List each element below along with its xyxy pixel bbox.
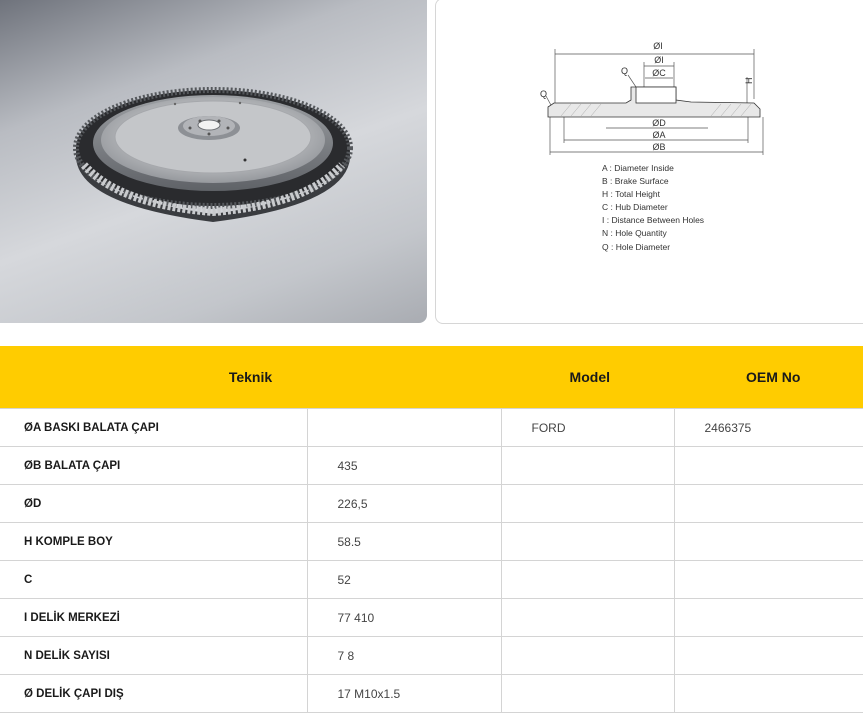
row-label: ØB BALATA ÇAPI	[0, 447, 307, 485]
row-label: ØA BASKI BALATA ÇAPI	[0, 409, 307, 447]
legend-item-n: N : Hole Quantity	[602, 228, 667, 239]
row-value: 17 M10x1.5	[307, 675, 501, 713]
row-value: 52	[307, 561, 501, 599]
row-model	[501, 523, 674, 561]
row-label: I DELİK MERKEZİ	[0, 599, 307, 637]
table-row	[0, 561, 863, 599]
legend-item-h: H : Total Height	[602, 189, 660, 200]
table-row	[0, 675, 863, 713]
row-label: C	[0, 561, 307, 599]
row-oem	[674, 675, 863, 713]
row-model	[501, 485, 674, 523]
dim-phi-a: ØA	[652, 130, 666, 140]
row-value: 226,5	[307, 485, 501, 523]
row-oem	[674, 523, 863, 561]
legend-item-q: Q : Hole Diameter	[602, 241, 671, 252]
row-oem	[674, 561, 863, 599]
dim-phi-i-outer: ØI	[653, 41, 663, 51]
legend-item-c: C : Hub Diameter	[602, 202, 668, 213]
row-oem	[674, 637, 863, 675]
dim-phi-i-inner: ØI	[654, 55, 664, 65]
row-model	[501, 599, 674, 637]
row-model	[501, 637, 674, 675]
row-oem	[674, 447, 863, 485]
table-row	[0, 599, 863, 637]
dim-phi-c: ØC	[652, 68, 666, 78]
row-value	[307, 409, 501, 447]
row-value: 58.5	[307, 523, 501, 561]
legend-item-b: B : Brake Surface	[602, 176, 669, 187]
header-teknik: Teknik	[0, 346, 501, 409]
row-model: FORD	[501, 409, 674, 447]
table-row	[0, 637, 863, 675]
dim-h: H	[744, 77, 754, 84]
dim-phi-d: ØD	[652, 118, 666, 128]
row-label: Ø DELİK ÇAPI DIŞ	[0, 675, 307, 713]
row-label: N DELİK SAYISI	[0, 637, 307, 675]
table-row	[0, 523, 863, 561]
product-photo	[0, 0, 427, 323]
table-row	[0, 409, 863, 447]
technical-diagram	[435, 0, 863, 324]
table-row	[0, 447, 863, 485]
table-header-row	[0, 346, 863, 409]
row-oem	[674, 599, 863, 637]
row-model	[501, 561, 674, 599]
dim-q-left: Q	[540, 89, 548, 99]
row-oem: 2466375	[674, 409, 863, 447]
flywheel-image	[0, 0, 427, 323]
dim-q-top: Q	[621, 66, 629, 76]
row-value: 77 410	[307, 599, 501, 637]
row-oem	[674, 485, 863, 523]
header-oem: OEM No	[674, 346, 863, 409]
spec-table	[0, 346, 863, 713]
row-model	[501, 447, 674, 485]
row-model	[501, 675, 674, 713]
table-row	[0, 485, 863, 523]
row-value: 435	[307, 447, 501, 485]
legend-item-a: A : Diameter Inside	[602, 163, 674, 173]
legend-item-i: I : Distance Between Holes	[602, 215, 705, 226]
row-label: ØD	[0, 485, 307, 523]
row-label: H KOMPLE BOY	[0, 523, 307, 561]
dim-phi-b: ØB	[652, 142, 666, 152]
dimension-legend	[602, 162, 704, 254]
row-value: 7 8	[307, 637, 501, 675]
header-model: Model	[501, 346, 674, 409]
